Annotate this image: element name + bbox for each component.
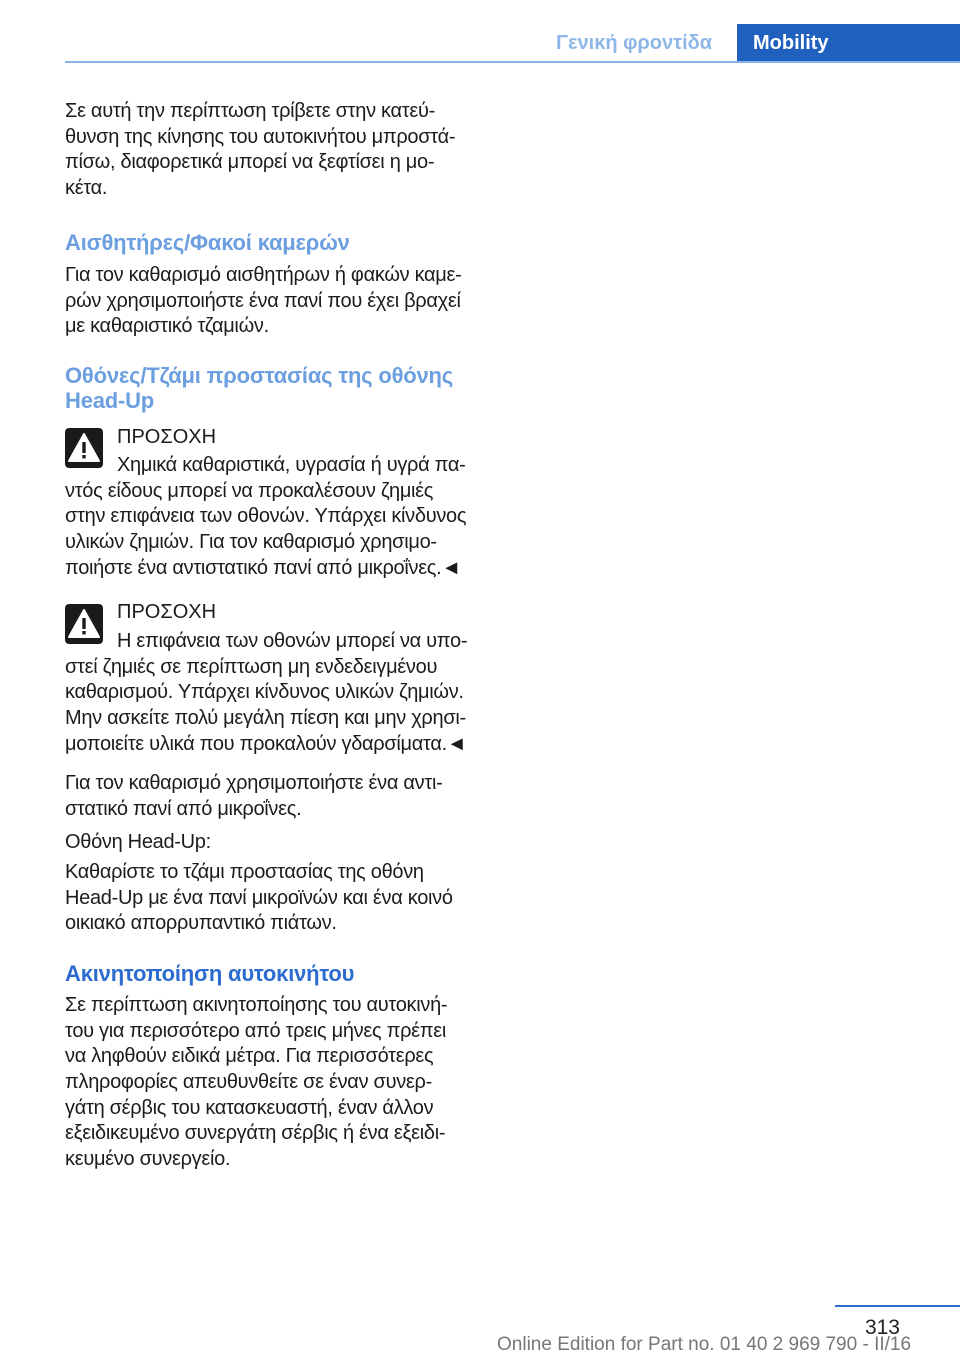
warning-label: ΠΡΟΣΟΧΗ xyxy=(117,426,217,448)
section-heading-line: Οθόνες/Τζάμι προστασίας της οθόνης xyxy=(65,363,454,388)
header-divider xyxy=(65,61,960,63)
text-line: Head-Up με ένα πανί μικροϊνών και ένα κοινό xyxy=(65,886,453,909)
text-line: Μην ασκείτε πολύ μεγάλη πίεση και μην χρησι- xyxy=(65,707,466,730)
warning-label: ΠΡΟΣΟΧΗ xyxy=(117,601,217,623)
section-tab[interactable]: Γενική φροντίδα xyxy=(556,32,713,54)
section-heading: Ακινητοποίηση αυτοκινήτου xyxy=(65,961,355,986)
displays-heading xyxy=(65,363,495,413)
hud-label: Οθόνη Head-Up: xyxy=(65,831,211,853)
hud-paragraph xyxy=(65,860,495,937)
edition-note: Online Edition for Part no. 01 40 2 969 790 - II/16 xyxy=(497,1334,912,1355)
intro-paragraph xyxy=(65,99,495,202)
text-line: Για τον καθαρισμό αισθητήρων ή φακών καμε- xyxy=(65,264,462,286)
text-line: με καθαριστικό τζαμιών. xyxy=(65,315,269,338)
text-line: γάτη σέρβις του κατασκευαστή, έναν άλλον xyxy=(65,1096,434,1119)
text-line: Χημικά καθαριστικά, υγρασία ή υγρά πα- xyxy=(117,454,466,476)
warning-text xyxy=(65,453,495,581)
sensors-paragraph xyxy=(65,263,495,340)
storage-heading xyxy=(65,961,495,986)
text-line: καθαρισμού. Υπάρχει κίνδυνος υλικών ζημιών. xyxy=(65,681,464,704)
text-line: υλικών ζημιών. Για τον καθαρισμό χρησιμο- xyxy=(65,531,437,554)
text-line: ρών χρησιμοποιήστε ένα πανί που έχει βραχεί xyxy=(65,289,461,312)
text-line: Για τον καθαρισμό χρησιμοποιήστε ένα αντι- xyxy=(65,772,443,794)
text-line: στατικό πανί από μικροΐνες. xyxy=(65,797,302,820)
text-line: οικιακό απορρυπαντικό πιάτων. xyxy=(65,912,337,935)
text-line: κευμένο συνεργείο. xyxy=(65,1148,231,1171)
chapter-tab[interactable]: Mobility xyxy=(737,24,960,62)
text-line: στην επιφάνεια των οθονών. Υπάρχει κίνδυνος xyxy=(65,505,467,528)
text-line: θυνση της κίνησης του αυτοκινήτου μπροστά- xyxy=(65,125,456,148)
text-line: Σε αυτή την περίπτωση τρίβετε στην κατεύ- xyxy=(65,100,435,122)
text-line: μοποιείτε υλικά που προκαλούν γδαρσίματα.◄ xyxy=(65,732,467,755)
page-number: 313 xyxy=(864,1316,900,1339)
text-line: εξειδικευμένο συνεργάτη σέρβις ή ένα εξειδι- xyxy=(65,1122,446,1145)
text-line: ποιήστε ένα αντιστατικό πανί από μικροΐνες.◄ xyxy=(65,556,461,579)
hud-label-block xyxy=(65,830,495,856)
text-line: ντός είδους μπορεί να προκαλέσουν ζημιές xyxy=(65,479,434,502)
displays-paragraph xyxy=(65,771,495,822)
storage-paragraph xyxy=(65,993,495,1173)
text-line: πληροφορίες απευθυνθείτε σε έναν συνερ- xyxy=(65,1071,432,1094)
text-line: πίσω, διαφορετικά μπορεί να ξεφτίσει η μο- xyxy=(65,151,435,174)
warning-text xyxy=(65,629,495,757)
text-line: Σε περίπτωση ακινητοποίησης του αυτοκινή- xyxy=(65,994,448,1016)
text-line: στεί ζημιές σε περίπτωση μη ενδεδειγμένου xyxy=(65,655,438,678)
text-line: Η επιφάνεια των οθονών μπορεί να υπο- xyxy=(117,630,468,652)
section-heading: Αισθητήρες/Φακοί καμερών xyxy=(65,230,350,255)
sensors-heading xyxy=(65,230,495,255)
text-line: να ληφθούν ειδικά μέτρα. Για περισσότερες xyxy=(65,1045,434,1068)
text-line: του για περισσότερο από τρεις μήνες πρέπει xyxy=(65,1019,447,1042)
text-line: κέτα. xyxy=(65,177,108,200)
footer-divider xyxy=(835,1305,960,1307)
text-line: Καθαρίστε το τζάμι προστασίας της οθόνη xyxy=(65,861,424,883)
section-heading-line: Head-Up xyxy=(65,388,155,413)
